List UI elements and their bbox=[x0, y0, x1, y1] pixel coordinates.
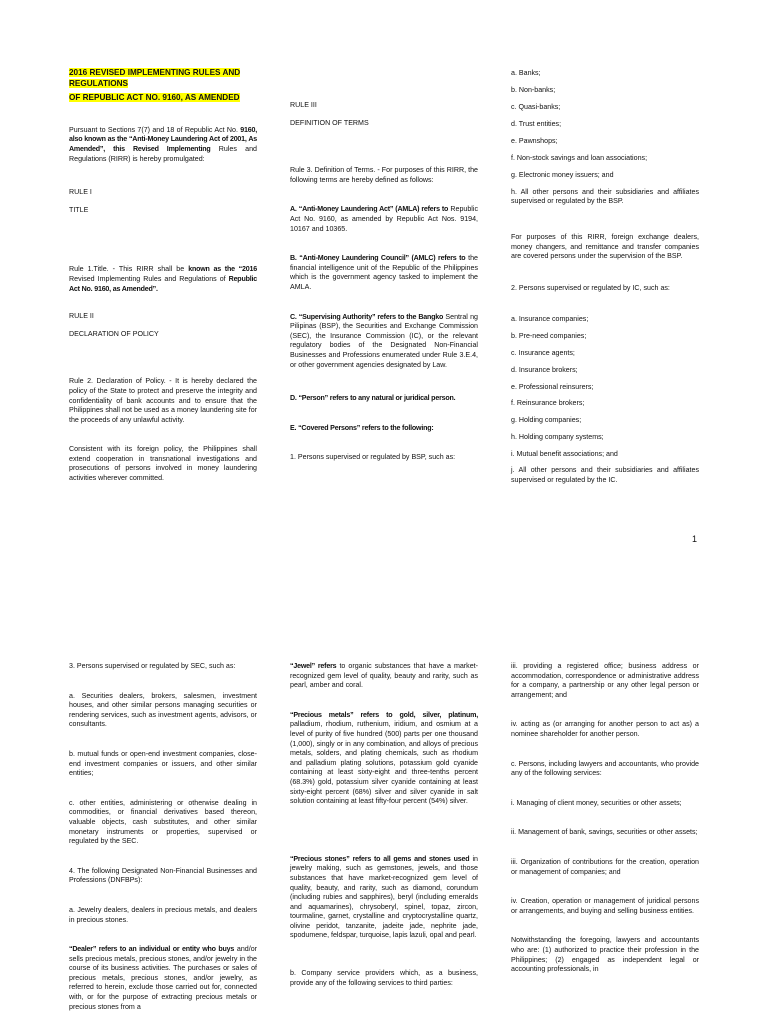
declaration-heading: DECLARATION OF POLICY bbox=[69, 329, 159, 338]
definition-e: E. “Covered Persons” refers to the following: bbox=[290, 423, 434, 432]
rule-1-heading: RULE I bbox=[69, 188, 92, 197]
list-item: d. Trust entities; bbox=[511, 119, 562, 128]
pursuant-paragraph: Pursuant to Sections 7(7) and 18 of Republic Act No. 9160, also known as the “Anti-Money Laundering Act of 2001, As Amended”, this Revised Implementing Rules and Regulations (RIRR) is hereby promulgated: bbox=[69, 125, 258, 163]
bsp-list bbox=[511, 69, 699, 207]
list-item: e. Professional reinsurers; bbox=[511, 382, 594, 391]
consistent-paragraph: Consistent with its foreign policy, the Philippines shall extend cooperation in transnational investigations and prosecutions of persons involved in money laundering activities wherever committed. bbox=[69, 445, 257, 483]
list-item: g. Electronic money issuers; and bbox=[511, 170, 614, 179]
title-line-1: 2016 REVISED IMPLEMENTING RULES AND REGULATIONS bbox=[69, 68, 241, 88]
list-item: a. Insurance companies; bbox=[511, 315, 589, 324]
ic-item-heading: 2. Persons supervised or regulated by IC, such as: bbox=[511, 283, 670, 292]
csp-item-iv: iv. acting as (or arranging for another person to act as) a nominee shareholder for another person. bbox=[511, 720, 699, 738]
dealer-definition: “Dealer” refers to an individual or entity who buys and/or sells precious metals, precious stones, and/or jewelry in the course of its business activities. The purchases or sales of precious metals, precious stones, and/or jewelry, as referred to herein, exclude those carried out for, connected with, or for the purpose of extracting precious metals or precious stones from a bbox=[69, 945, 258, 1011]
list-item: h. Holding company systems; bbox=[511, 432, 604, 441]
csp-item-iii: iii. providing a registered office; business address or accommodation, correspondence or administrative address for a company, a partnership or any other legal person or arrangement; and bbox=[511, 662, 699, 699]
rule-3-text: Rule 3. Definition of Terms. - For purposes of this RIRR, the following terms are hereby defined as follows: bbox=[290, 166, 478, 184]
list-item: d. Insurance brokers; bbox=[511, 365, 578, 374]
page2-column-1 bbox=[69, 662, 257, 1012]
rule-3-heading: RULE III bbox=[290, 101, 317, 109]
definition-c: C. “Supervising Authority” refers to the Bangko Sentral ng Pilipinas (BSP), the Securities and Exchange Commission (SEC), the Insurance Commission (IC), or the relevant regulatory bodies of the Designated Non-Financial Businesses and Professions enumerated under Rule 3.E.4, or other government agencies designated by Law. bbox=[290, 312, 478, 369]
list-item: b. Pre-need companies; bbox=[511, 332, 587, 341]
list-item: c. Quasi-banks; bbox=[511, 102, 561, 111]
sec-item-c: c. other entities, administering or otherwise dealing in commodities, or financial derivatives based thereon, valuable objects, cash substitutes, and other similar monetary instruments or properties, supervised or regulated by the SEC. bbox=[69, 798, 257, 846]
dnfbp-heading: 4. The following Designated Non-Financial Businesses and Professions (DNFBPs): bbox=[69, 866, 257, 885]
list-item: a. Banks; bbox=[511, 69, 541, 77]
list-item: f. Non-stock savings and loan associations; bbox=[511, 153, 648, 162]
page1-column-3 bbox=[511, 69, 699, 486]
list-item: h. All other persons and their subsidiaries and affiliates supervised or regulated by the BSP. bbox=[511, 187, 699, 206]
definition-b: B. “Anti-Money Laundering Council” (AMLC) refers to the financial intelligence unit of the Republic of the Philippines which is the government agency tasked to implement the AMLA. bbox=[290, 254, 478, 291]
page2-column-2 bbox=[290, 662, 478, 988]
list-item: i. Mutual benefit associations; and bbox=[511, 449, 618, 458]
rule-1-text: Rule 1.Title. - This RIRR shall be known as the “2016 Revised Implementing Rules and Regulations of Republic Act No. 9160, as Amended”. bbox=[69, 265, 257, 293]
forex-paragraph: For purposes of this RIRR, foreign exchange dealers, money changers, and remittance and transfer companies are covered persons under the supervision of the BSP. bbox=[511, 233, 699, 261]
title-line-2: OF REPUBLIC ACT NO. 9160, AS AMENDED bbox=[69, 93, 240, 103]
list-item: g. Holding companies; bbox=[511, 416, 582, 425]
notwithstanding-paragraph: Notwithstanding the foregoing, lawyers and accountants who are: (1) authorized to practice their profession in the Philippines; (2) engaged as independent legal or accounting professionals, in bbox=[511, 936, 699, 974]
definition-d: D. “Person” refers to any natural or juridical person. bbox=[290, 394, 456, 403]
precious-metals-definition: “Precious metals” refers to gold, silver, platinum, palladium, rhodium, ruthenium, iridium, and osmium at a level of purity of five hundred (500) parts per one thousand (1,000), singly or in any combination, and alloys of precious metals, solders, and plating chemicals, such as rhodium and palladium plating solutions, potassium gold cyanide containing at least sixty-eight and three-tenths percent (68.3%) gold, potassium silver cyanide containing at least sixty-eight percent (68%) silver and silver cyanide in salt solution containing at least fifty-four percent (54%) silver. bbox=[290, 710, 478, 806]
services-item-i: i. Managing of client money, securities or other assets; bbox=[511, 798, 682, 807]
list-item: f. Reinsurance brokers; bbox=[511, 399, 585, 408]
rule-2-text: Rule 2. Declaration of Policy. - It is hereby declared the policy of the State to protect and preserve the integrity and confidentiality of bank accounts and to ensure that the Philippines shall not be used as a money laundering site for the proceeds of any unlawful activity. bbox=[69, 377, 257, 424]
list-item: b. Non-banks; bbox=[511, 85, 556, 94]
sec-item-a: a. Securities dealers, brokers, salesmen, investment houses, and other similar persons managing securities or rendering services, such as investment agents, advisors, or consultants. bbox=[69, 691, 257, 729]
page1-column-1 bbox=[69, 68, 257, 484]
document-title bbox=[69, 68, 257, 89]
document-page-2 bbox=[0, 590, 768, 1024]
list-item: j. All other persons and their subsidiaries and affiliates supervised or regulated by the IC. bbox=[511, 466, 699, 485]
jewel-definition: “Jewel” refers to organic substances that have a market-recognized gem level of quality, beauty and rarity, such as pearl, amber and coral. bbox=[290, 662, 478, 690]
sec-item-heading: 3. Persons supervised or regulated by SEC, such as: bbox=[69, 662, 236, 670]
company-service-providers: b. Company service providers which, as a business, provide any of the following services to third parties: bbox=[290, 969, 478, 987]
page2-column-3 bbox=[511, 662, 699, 975]
definition-heading: DEFINITION OF TERMS bbox=[290, 118, 369, 127]
page-number: 1 bbox=[692, 534, 698, 544]
definition-a: A. “Anti-Money Laundering Act” (AMLA) refers to Republic Act No. 9160, as amended by Republic Act Nos. 9194, 10167 and 10365. bbox=[290, 205, 478, 233]
services-item-ii: ii. Management of bank, savings, securities or other assets; bbox=[511, 828, 698, 837]
ic-list bbox=[511, 315, 699, 485]
page1-column-2 bbox=[290, 101, 478, 463]
bsp-item-heading: 1. Persons supervised or regulated by BSP, such as: bbox=[290, 453, 456, 462]
dnfbp-item-a: a. Jewelry dealers, dealers in precious metals, and dealers in precious stones. bbox=[69, 905, 257, 924]
services-item-iv: iv. Creation, operation or management of juridical persons or arrangements, and buying and selling business entities. bbox=[511, 897, 699, 915]
precious-stones-definition: “Precious stones” refers to all gems and stones used in jewelry making, such as gemstones, jewels, and those substances that have market-recognized gem level of quality, beauty, and rarity, such as diamond, corundum (including rubies and sapphires), beryl (including emeralds and aquamarines), chrysoberyl, spinel, topaz, zircon, tourmaline, garnet, crystalline and cryptocrystalline quartz, olivine peridot, tanzanite, jadeite jade, nephrite jade, spodumene, feldspar, turquoise, lapis lazuli, opal and pearl. bbox=[290, 854, 479, 940]
list-item: e. Pawnshops; bbox=[511, 136, 558, 145]
title-heading: TITLE bbox=[69, 205, 89, 214]
rule-2-heading: RULE II bbox=[69, 312, 94, 321]
list-item: c. Insurance agents; bbox=[511, 349, 575, 358]
services-item-iii: iii. Organization of contributions for the creation, operation or management of companies; and bbox=[511, 857, 699, 876]
lawyers-accountants-item: c. Persons, including lawyers and accountants, who provide any of the following services: bbox=[511, 759, 699, 778]
sec-item-b: b. mutual funds or open-end investment companies, close-end investment companies or issuers, and other similar entities; bbox=[69, 749, 257, 778]
